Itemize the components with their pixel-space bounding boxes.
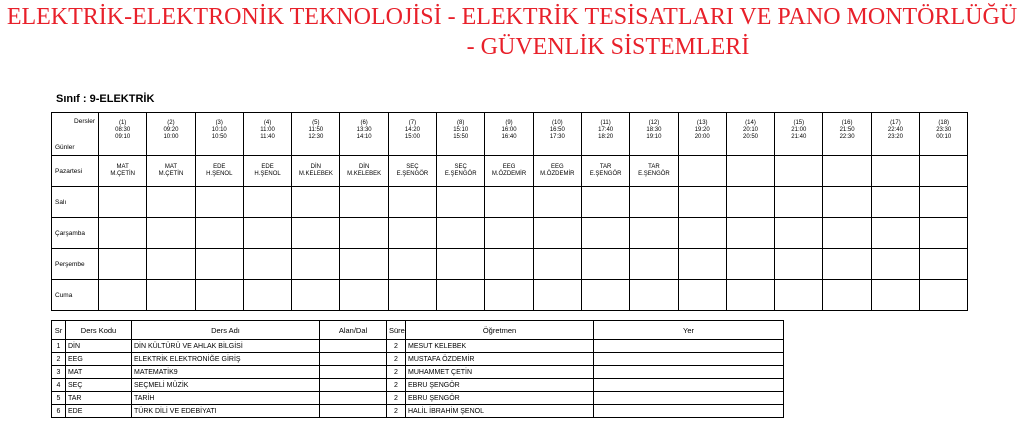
day-label: Cuma (52, 280, 99, 311)
legend-header-teacher: Öğretmen (406, 321, 594, 340)
schedule-cell (581, 156, 629, 187)
schedule-cell (823, 218, 871, 249)
slot-number: (14) (745, 120, 756, 126)
legend-cell-sr: 3 (52, 366, 66, 379)
schedule-cell (726, 280, 774, 311)
schedule-cell (823, 156, 871, 187)
legend-cell-hours: 2 (387, 366, 406, 379)
schedule-cell (775, 280, 823, 311)
schedule-cell (920, 187, 968, 218)
schedule-cell (99, 249, 147, 280)
slot-start-time: 21:50 (839, 127, 855, 133)
cell-teacher: M.ÇETİN (110, 171, 135, 177)
schedule-cell (726, 156, 774, 187)
slot-start-time: 14:20 (404, 127, 420, 133)
schedule-cell (871, 280, 919, 311)
slot-end-time: 15:00 (404, 134, 420, 140)
legend-cell-name: MATEMATİK9 (132, 366, 320, 379)
slot-header-14 (726, 113, 774, 156)
schedule-cell (243, 249, 291, 280)
schedule-cell (243, 218, 291, 249)
legend-cell-teacher: HALİL İBRAHİM ŞENOL (406, 405, 594, 418)
cell-teacher: H.ŞENOL (206, 171, 233, 177)
schedule-cell (99, 280, 147, 311)
cell-teacher: E.ŞENGÖR (638, 171, 670, 177)
legend-cell-sr: 4 (52, 379, 66, 392)
day-row-1 (52, 156, 968, 187)
cell-course-code: EEG (502, 164, 516, 170)
slot-number: (8) (457, 120, 465, 126)
schedule-cell (920, 249, 968, 280)
schedule-corner-cell (52, 113, 99, 156)
schedule-cell (678, 249, 726, 280)
schedule-cell (630, 156, 678, 187)
slot-header-16 (823, 113, 871, 156)
cell-course-code: SEÇ (406, 164, 419, 170)
cell-course-code: DİN (310, 164, 321, 170)
legend-header-hours: Süre (387, 321, 406, 340)
schedule-cell (195, 249, 243, 280)
slot-number: (15) (793, 120, 805, 126)
legend-header-area: Alan/Dal (320, 321, 387, 340)
legend-cell-area (320, 392, 387, 405)
legend-cell-teacher: MESUT KELEBEK (406, 340, 594, 353)
legend-cell-area (320, 405, 387, 418)
cell-course-code: MAT (116, 164, 129, 170)
legend-cell-sr: 1 (52, 340, 66, 353)
schedule-cell (485, 187, 533, 218)
slot-header-11 (581, 113, 629, 156)
slot-header-15 (775, 113, 823, 156)
slot-number: (5) (312, 120, 320, 126)
legend-cell-name: ELEKTRİK ELEKTRONİĞE GİRİŞ (132, 353, 320, 366)
schedule-cell (292, 156, 340, 187)
schedule-cell (243, 187, 291, 218)
legend-row (52, 379, 784, 392)
legend-cell-code: SEÇ (66, 379, 132, 392)
cell-course-code: EDE (261, 164, 274, 170)
slot-start-time: 15:10 (453, 127, 469, 133)
slot-end-time: 09:10 (115, 134, 131, 140)
schedule-cell (533, 249, 581, 280)
slot-end-time: 17:30 (549, 134, 565, 140)
course-legend-table (51, 320, 784, 418)
schedule-cell (630, 218, 678, 249)
cell-teacher: M.ÇETİN (158, 171, 184, 177)
legend-cell-place (594, 353, 784, 366)
slot-start-time: 22:40 (887, 127, 903, 133)
slot-number: (17) (890, 120, 901, 126)
slot-end-time: 19:10 (646, 134, 662, 140)
slot-start-time: 19:20 (694, 127, 710, 133)
schedule-cell (195, 218, 243, 249)
slot-number: (7) (408, 120, 417, 126)
schedule-cell (388, 280, 436, 311)
day-label: Perşembe (52, 249, 99, 280)
schedule-cell (678, 156, 726, 187)
slot-number: (12) (648, 120, 660, 126)
schedule-cell (775, 156, 823, 187)
slot-number: (6) (360, 120, 368, 126)
slot-start-time: 13:30 (356, 127, 372, 133)
slot-end-time: 00:10 (936, 134, 952, 140)
slot-end-time: 15:50 (453, 134, 469, 140)
schedule-cell (437, 218, 485, 249)
schedule-cell (388, 156, 436, 187)
legend-header-name: Ders Adı (132, 321, 320, 340)
schedule-cell (871, 218, 919, 249)
schedule-cell (292, 280, 340, 311)
legend-cell-place (594, 379, 784, 392)
legend-header-row (52, 321, 784, 340)
cell-teacher: E.ŞENGÖR (396, 171, 429, 177)
schedule-cell (99, 218, 147, 249)
schedule-cell (823, 249, 871, 280)
legend-cell-hours: 2 (387, 340, 406, 353)
slot-header-3 (195, 113, 243, 156)
schedule-cell (388, 187, 436, 218)
schedule-cell (147, 156, 195, 187)
schedule-cell (485, 249, 533, 280)
slot-number: (10) (551, 120, 563, 126)
schedule-cell (340, 187, 388, 218)
schedule-cell (99, 156, 147, 187)
schedule-cell (581, 218, 629, 249)
schedule-cell (147, 280, 195, 311)
slot-number: (18) (938, 120, 950, 126)
slot-header-6 (340, 113, 388, 156)
slot-start-time: 18:30 (646, 127, 662, 133)
slot-end-time: 21:40 (791, 134, 807, 140)
schedule-cell (340, 218, 388, 249)
cell-teacher: M.KELEBEK (347, 171, 382, 177)
day-row-3 (52, 218, 968, 249)
schedule-cell (678, 187, 726, 218)
legend-cell-teacher: EBRU ŞENGÖR (406, 379, 594, 392)
document-title-line1: ELEKTRİK-ELEKTRONİK TEKNOLOJİSİ - ELEKTRİK TESİSATLARI VE PANO MONTÖRLÜĞÜ (6, 4, 1018, 30)
schedule-cell (195, 280, 243, 311)
cell-course-code: EDE (213, 164, 226, 170)
slot-header-7 (388, 113, 436, 156)
schedule-cell (726, 249, 774, 280)
slot-start-time: 20:10 (743, 127, 759, 133)
slot-start-time: 16:00 (501, 127, 517, 133)
schedule-cell (581, 249, 629, 280)
cell-teacher: E.ŞENGÖR (589, 171, 622, 177)
legend-cell-name: TARİH (132, 392, 320, 405)
legend-cell-name: DİN KÜLTÜRÜ VE AHLAK BİLGİSİ (132, 340, 320, 353)
slot-number: (9) (505, 120, 513, 126)
slot-end-time: 23:20 (887, 134, 903, 140)
schedule-cell (485, 156, 533, 187)
legend-row (52, 405, 784, 418)
schedule-cell (243, 156, 291, 187)
slot-end-time: 12:30 (308, 134, 324, 140)
legend-row (52, 353, 784, 366)
legend-header-sr: Sr (52, 321, 66, 340)
slot-start-time: 11:50 (308, 127, 324, 133)
schedule-cell (147, 218, 195, 249)
day-row-4 (52, 249, 968, 280)
schedule-cell (533, 218, 581, 249)
schedule-cell (388, 249, 436, 280)
schedule-cell (920, 218, 968, 249)
slot-number: (13) (696, 120, 708, 126)
document-title-line2: - GÜVENLİK SİSTEMLERİ (466, 34, 750, 60)
slot-start-time: 21:00 (791, 127, 807, 133)
schedule-cell (823, 187, 871, 218)
schedule-cell (437, 187, 485, 218)
schedule-cell (147, 187, 195, 218)
schedule-cell (726, 187, 774, 218)
slot-number: (3) (215, 120, 223, 126)
slot-end-time: 10:50 (211, 134, 227, 140)
schedule-cell (147, 249, 195, 280)
corner-gunler-label: Günler (55, 144, 75, 151)
schedule-cell (388, 218, 436, 249)
slot-start-time: 23:30 (936, 127, 952, 133)
cell-course-code: MAT (164, 164, 178, 170)
schedule-cell (533, 280, 581, 311)
cell-teacher: M.KELEBEK (298, 171, 333, 177)
cell-teacher: E.ŞENGÖR (444, 171, 477, 177)
schedule-cell (437, 249, 485, 280)
slot-header-2 (147, 113, 195, 156)
schedule-cell (823, 280, 871, 311)
schedule-cell (726, 218, 774, 249)
slot-header-17 (871, 113, 919, 156)
legend-cell-code: MAT (66, 366, 132, 379)
schedule-cell (292, 249, 340, 280)
cell-course-code: SEÇ (454, 164, 467, 170)
schedule-cell (775, 218, 823, 249)
schedule-cell (292, 218, 340, 249)
schedule-cell (581, 280, 629, 311)
schedule-cell (340, 280, 388, 311)
slot-header-10 (533, 113, 581, 156)
legend-cell-name: TÜRK DİLİ VE EDEBİYATI (132, 405, 320, 418)
legend-row (52, 366, 784, 379)
cell-teacher: M.ÖZDEMİR (540, 171, 575, 177)
legend-cell-hours: 2 (387, 392, 406, 405)
schedule-cell (533, 187, 581, 218)
legend-cell-teacher: MUHAMMET ÇETİN (406, 366, 594, 379)
legend-cell-place (594, 392, 784, 405)
schedule-cell (292, 187, 340, 218)
legend-cell-place (594, 366, 784, 379)
schedule-cell (775, 187, 823, 218)
legend-cell-area (320, 353, 387, 366)
day-label: Pazartesi (52, 156, 99, 187)
legend-cell-hours: 2 (387, 353, 406, 366)
legend-header-place: Yer (594, 321, 784, 340)
slot-header-5 (292, 113, 340, 156)
schedule-cell (581, 187, 629, 218)
legend-cell-teacher: MUSTAFA ÖZDEMİR (406, 353, 594, 366)
schedule-cell (871, 187, 919, 218)
legend-cell-place (594, 405, 784, 418)
slot-start-time: 17:40 (598, 127, 614, 133)
legend-cell-code: DİN (66, 340, 132, 353)
legend-cell-hours: 2 (387, 379, 406, 392)
legend-header-code: Ders Kodu (66, 321, 132, 340)
legend-cell-sr: 6 (52, 405, 66, 418)
slot-number: (16) (841, 120, 853, 126)
schedule-cell (533, 156, 581, 187)
schedule-cell (678, 280, 726, 311)
slot-start-time: 10:10 (211, 127, 227, 133)
schedule-cell (437, 156, 485, 187)
slot-end-time: 22:30 (839, 134, 855, 140)
slot-number: (1) (118, 120, 127, 126)
schedule-cell (195, 156, 243, 187)
schedule-cell (195, 187, 243, 218)
class-label: Sınıf : 9-ELEKTRİK (56, 93, 155, 105)
slot-header-13 (678, 113, 726, 156)
legend-cell-sr: 2 (52, 353, 66, 366)
slot-header-12 (630, 113, 678, 156)
corner-dersler-label: Dersler (74, 118, 95, 125)
legend-cell-area (320, 379, 387, 392)
schedule-cell (871, 156, 919, 187)
slot-start-time: 11:00 (260, 127, 275, 133)
schedule-cell (243, 280, 291, 311)
slot-number: (2) (167, 120, 175, 126)
legend-cell-teacher: EBRU ŞENGÖR (406, 392, 594, 405)
schedule-cell (340, 249, 388, 280)
schedule-cell (678, 218, 726, 249)
day-label: Çarşamba (52, 218, 99, 249)
slot-header-18 (920, 113, 968, 156)
schedule-cell (630, 249, 678, 280)
slot-start-time: 08:30 (115, 127, 131, 133)
schedule-cell (485, 218, 533, 249)
schedule-cell (485, 280, 533, 311)
schedule-cell (871, 249, 919, 280)
slot-end-time: 16:40 (501, 134, 517, 140)
slot-header-1 (99, 113, 147, 156)
schedule-cell (340, 156, 388, 187)
slot-start-time: 16:50 (549, 127, 565, 133)
legend-row (52, 392, 784, 405)
legend-cell-area (320, 366, 387, 379)
legend-cell-code: EEG (66, 353, 132, 366)
cell-teacher: H.ŞENOL (254, 171, 281, 177)
slot-end-time: 11:40 (260, 134, 275, 140)
schedule-header-row (52, 113, 968, 156)
legend-cell-name: SEÇMELİ MÜZİK (132, 379, 320, 392)
slot-header-9 (485, 113, 533, 156)
schedule-cell (775, 249, 823, 280)
slot-end-time: 14:10 (356, 134, 372, 140)
slot-header-8 (437, 113, 485, 156)
cell-course-code: TAR (599, 164, 612, 170)
schedule-cell (920, 156, 968, 187)
legend-cell-hours: 2 (387, 405, 406, 418)
legend-cell-sr: 5 (52, 392, 66, 405)
schedule-cell (630, 187, 678, 218)
legend-cell-area (320, 340, 387, 353)
slot-number: (11) (600, 120, 611, 126)
day-row-2 (52, 187, 968, 218)
cell-course-code: EEG (550, 164, 564, 170)
cell-course-code: DİN (358, 164, 370, 170)
slot-number: (4) (263, 120, 272, 126)
cell-course-code: TAR (648, 164, 660, 170)
slot-end-time: 20:50 (743, 134, 759, 140)
legend-cell-place (594, 340, 784, 353)
schedule-cell (99, 187, 147, 218)
legend-cell-code: EDE (66, 405, 132, 418)
day-label: Salı (52, 187, 99, 218)
cell-teacher: M.ÖZDEMİR (491, 171, 527, 177)
schedule-cell (630, 280, 678, 311)
slot-end-time: 18:20 (598, 134, 614, 140)
slot-start-time: 09:20 (163, 127, 179, 133)
schedule-cell (437, 280, 485, 311)
legend-cell-code: TAR (66, 392, 132, 405)
slot-end-time: 20:00 (694, 134, 710, 140)
slot-end-time: 10:00 (163, 134, 179, 140)
slot-header-4 (243, 113, 291, 156)
schedule-cell (920, 280, 968, 311)
weekly-schedule-table (51, 112, 968, 311)
day-row-5 (52, 280, 968, 311)
legend-row (52, 340, 784, 353)
